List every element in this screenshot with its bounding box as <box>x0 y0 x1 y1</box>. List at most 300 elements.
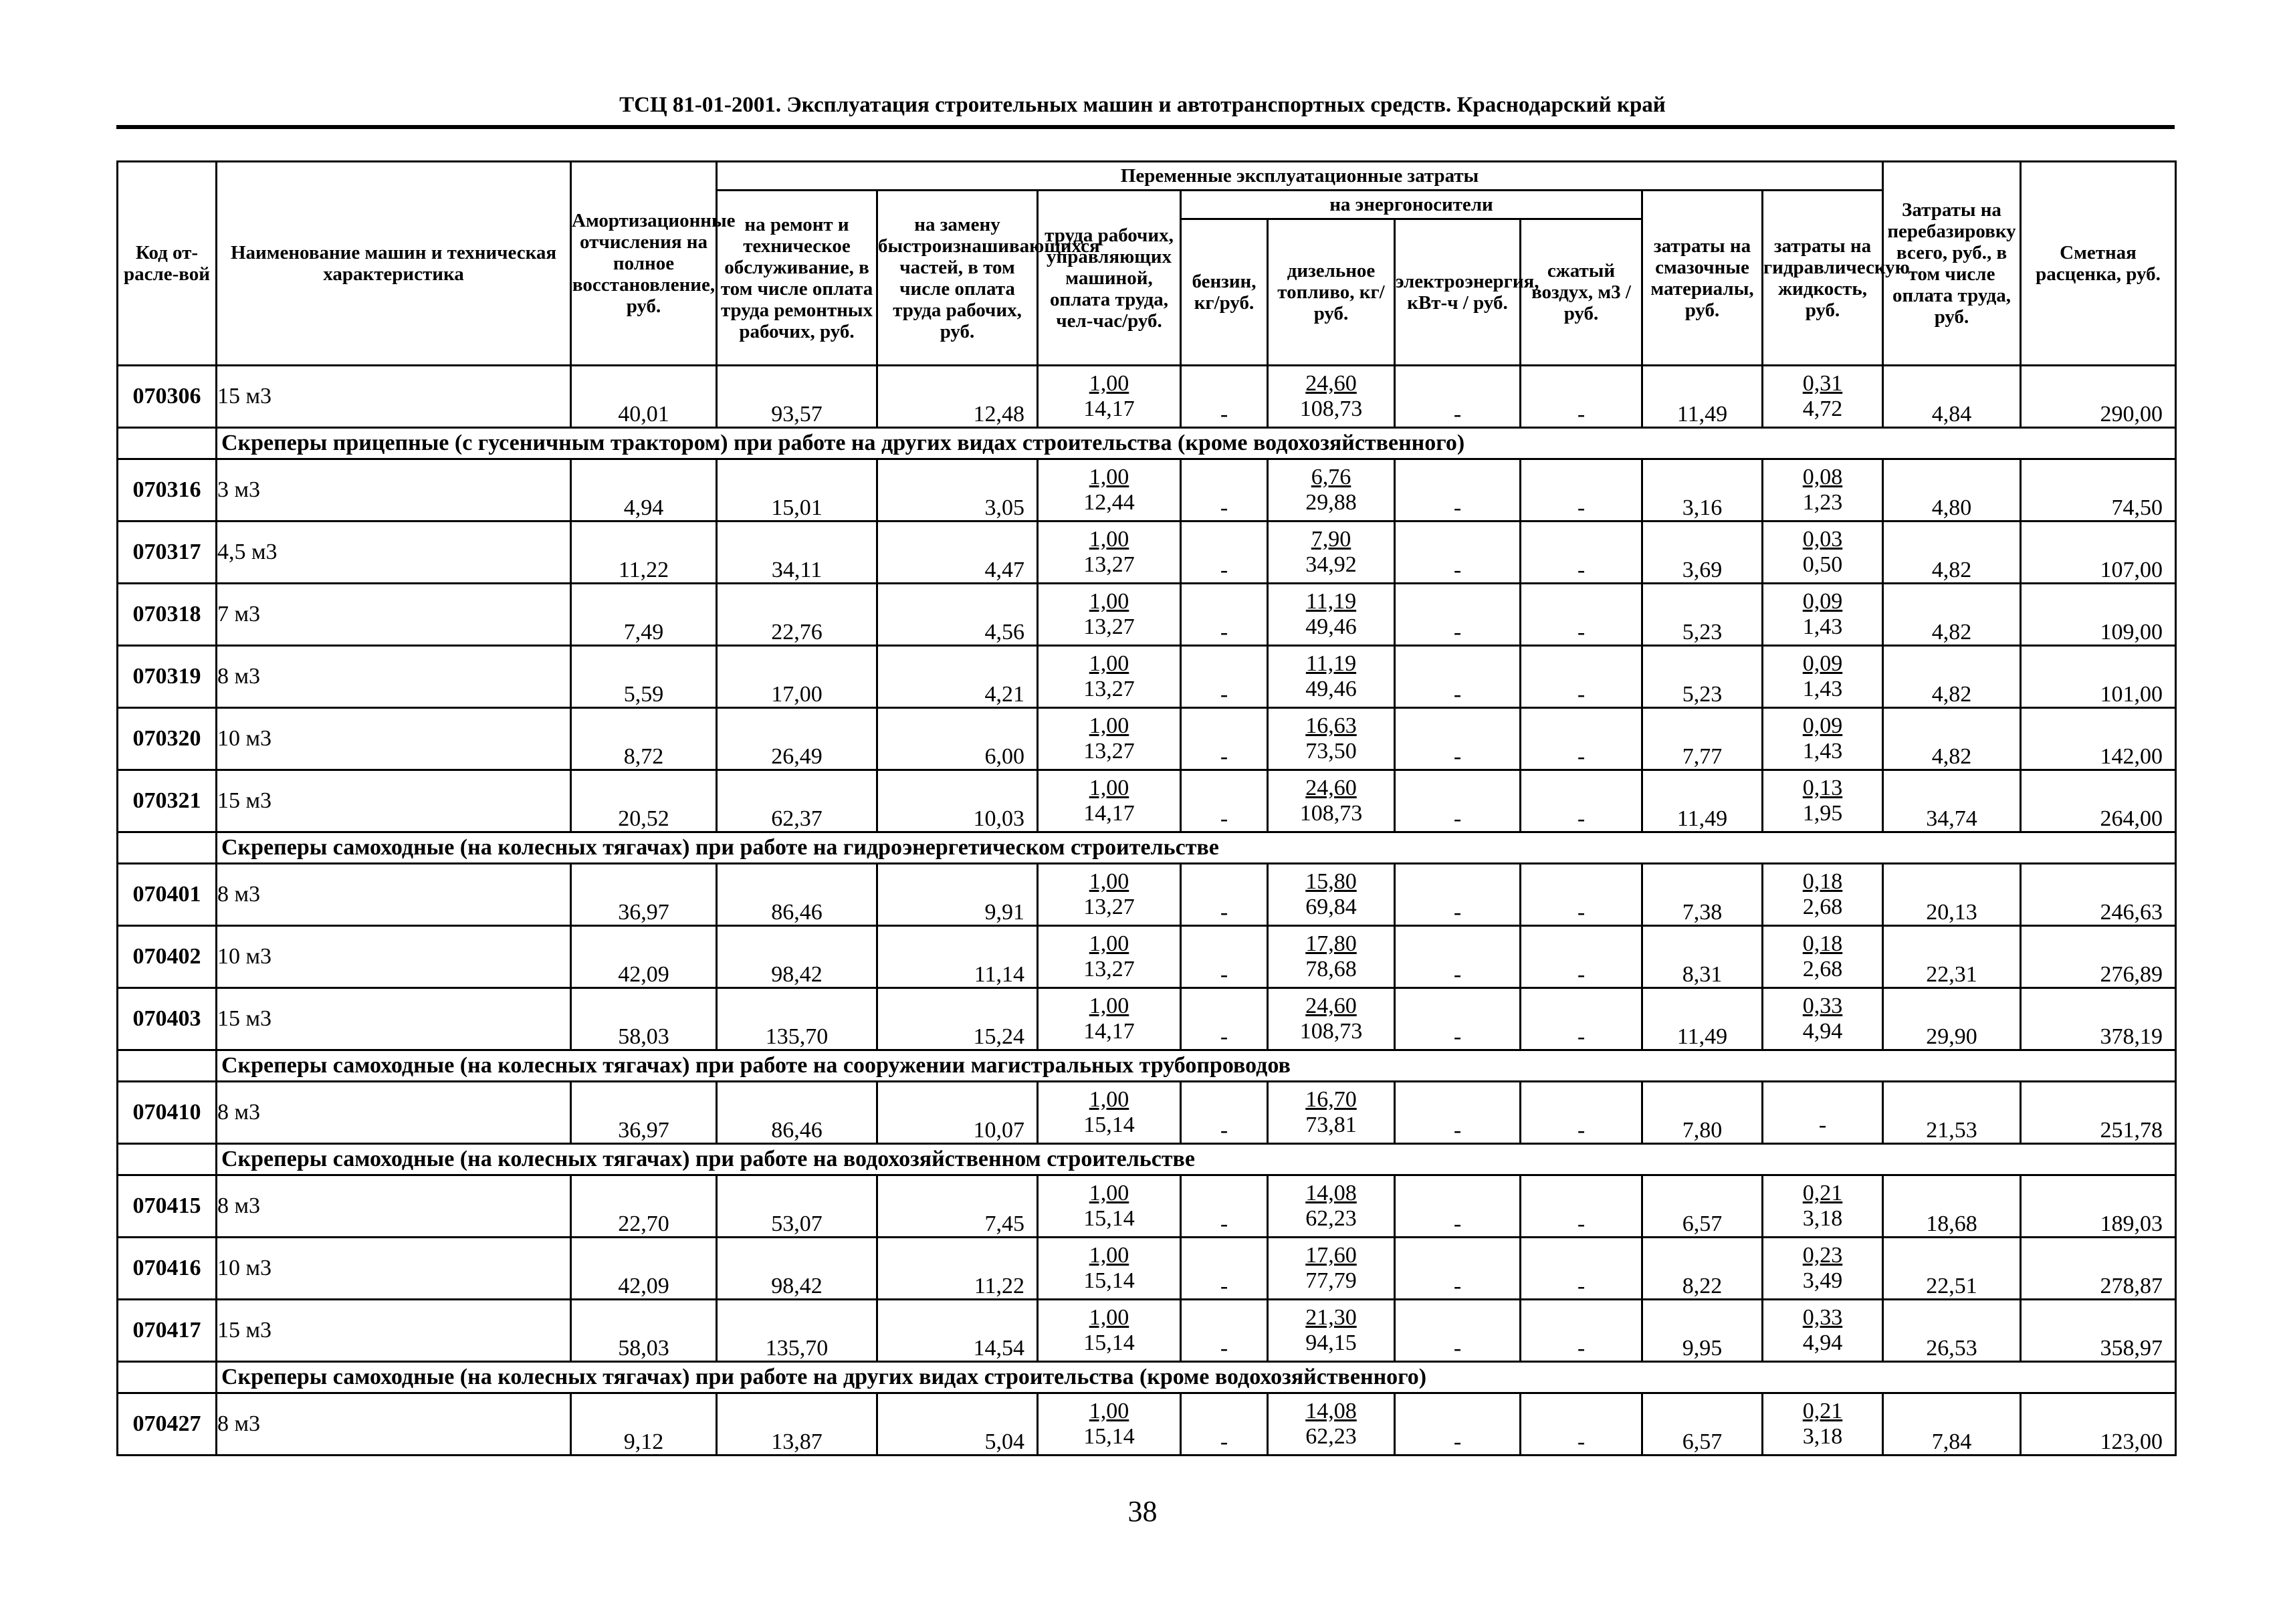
section-row <box>118 1362 2176 1393</box>
row-parts: 4,21 <box>877 646 1038 708</box>
hydraulic-qty-value: 0,13 <box>1802 776 1843 800</box>
row-parts: 11,22 <box>877 1238 1038 1300</box>
diesel-kg-value: 6,76 <box>1311 465 1351 489</box>
row-rate: 276,89 <box>2021 926 2176 988</box>
section-row <box>118 1050 2176 1082</box>
row-code: 070306 <box>118 366 217 428</box>
diesel-kg-value: 21,30 <box>1305 1305 1357 1330</box>
row-code: 070403 <box>118 988 217 1050</box>
row-petrol: - <box>1181 1175 1268 1238</box>
hydraulic-qty-value: 0,18 <box>1802 931 1843 956</box>
diesel-kg <box>1268 864 1395 895</box>
labor-cost: 12,44 <box>1038 489 1181 521</box>
labor-hours <box>1038 521 1181 552</box>
document-header: ТСЦ 81-01-2001. Эксплуатация строительных машин и автотранспортных средств. Краснодарский край <box>619 93 1666 117</box>
table-row <box>118 646 2176 677</box>
row-amortization: 20,52 <box>571 770 717 832</box>
diesel-cost: 78,68 <box>1268 956 1395 988</box>
hydraulic-qty-value: 0,21 <box>1802 1399 1843 1423</box>
row-code: 070317 <box>118 521 217 584</box>
labor-hours-value: 1,00 <box>1089 589 1129 614</box>
labor-hours-value: 1,00 <box>1089 371 1129 396</box>
hydraulic-cost: 1,95 <box>1763 800 1883 832</box>
section-row <box>118 832 2176 864</box>
diesel-kg-value: 16,63 <box>1305 713 1357 738</box>
row-compressed-air: - <box>1521 1300 1642 1362</box>
row-compressed-air: - <box>1521 1393 1642 1456</box>
labor-hours <box>1038 770 1181 801</box>
row-rate: 358,97 <box>2021 1300 2176 1362</box>
row-parts: 14,54 <box>877 1300 1038 1362</box>
diesel-kg <box>1268 459 1395 490</box>
hydraulic-qty <box>1763 926 1883 957</box>
row-petrol: - <box>1181 988 1268 1050</box>
labor-cost: 13,27 <box>1038 552 1181 584</box>
labor-cost: 15,14 <box>1038 1423 1181 1456</box>
col-header-diesel: дизельное топливо, кг/руб. <box>1268 219 1395 366</box>
labor-hours <box>1038 926 1181 957</box>
row-rate: 123,00 <box>2021 1393 2176 1456</box>
row-electricity: - <box>1395 521 1521 584</box>
diesel-kg-value: 24,60 <box>1305 776 1357 800</box>
table-row <box>118 988 2176 1019</box>
row-petrol: - <box>1181 366 1268 428</box>
row-parts: 5,04 <box>877 1393 1038 1456</box>
row-electricity: - <box>1395 459 1521 521</box>
labor-hours <box>1038 459 1181 490</box>
row-relocation: 34,74 <box>1883 770 2021 832</box>
diesel-kg-value: 24,60 <box>1305 994 1357 1018</box>
row-amortization: 40,01 <box>571 366 717 428</box>
row-petrol: - <box>1181 770 1268 832</box>
diesel-kg-value: 17,60 <box>1305 1243 1357 1268</box>
hydraulic-cost: 4,72 <box>1763 396 1883 428</box>
row-repair: 86,46 <box>717 1082 877 1144</box>
row-compressed-air: - <box>1521 521 1642 584</box>
section-code-cell <box>118 1362 217 1393</box>
col-header-repair: на ремонт и техническое обслуживание, в том числе оплата труда ремонтных рабочих, руб. <box>717 191 877 366</box>
hydraulic-cost: 1,43 <box>1763 738 1883 770</box>
diesel-kg <box>1268 708 1395 739</box>
section-code-cell <box>118 1050 217 1082</box>
section-title: Скреперы самоходные (на колесных тягачах) при работе на водохозяйственном строительстве <box>217 1144 2176 1175</box>
row-rate: 109,00 <box>2021 584 2176 646</box>
row-repair: 15,01 <box>717 459 877 521</box>
labor-hours-value: 1,00 <box>1089 776 1129 800</box>
row-lubricants: 7,77 <box>1642 708 1763 770</box>
diesel-kg <box>1268 926 1395 957</box>
row-repair: 135,70 <box>717 988 877 1050</box>
row-electricity: - <box>1395 708 1521 770</box>
diesel-cost: 69,84 <box>1268 894 1395 926</box>
labor-cost: 13,27 <box>1038 614 1181 646</box>
hydraulic-qty <box>1763 521 1883 552</box>
row-repair: 86,46 <box>717 864 877 926</box>
labor-cost: 13,27 <box>1038 894 1181 926</box>
rates-table <box>116 160 2177 1456</box>
row-name: 8 м3 <box>217 646 571 708</box>
hydraulic-qty <box>1763 708 1883 739</box>
col-group-energy: на энергоносители <box>1181 191 1642 219</box>
col-header-compressed-air: сжатый воздух, м3 / руб. <box>1521 219 1642 366</box>
row-lubricants: 9,95 <box>1642 1300 1763 1362</box>
header-rule <box>116 125 2175 129</box>
table-row <box>118 584 2176 614</box>
hydraulic-cost: 4,94 <box>1763 1330 1883 1362</box>
row-amortization: 36,97 <box>571 1082 717 1144</box>
hydraulic-qty-value: 0,03 <box>1802 527 1843 552</box>
row-electricity: - <box>1395 584 1521 646</box>
row-petrol: - <box>1181 459 1268 521</box>
row-compressed-air: - <box>1521 646 1642 708</box>
row-rate: 101,00 <box>2021 646 2176 708</box>
labor-hours <box>1038 584 1181 614</box>
row-compressed-air: - <box>1521 708 1642 770</box>
row-name: 10 м3 <box>217 708 571 770</box>
row-amortization: 42,09 <box>571 926 717 988</box>
row-compressed-air: - <box>1521 366 1642 428</box>
diesel-cost: 73,81 <box>1268 1112 1395 1144</box>
row-compressed-air: - <box>1521 1175 1642 1238</box>
labor-hours-value: 1,00 <box>1089 1181 1129 1205</box>
row-rate: 378,19 <box>2021 988 2176 1050</box>
row-compressed-air: - <box>1521 926 1642 988</box>
row-compressed-air: - <box>1521 988 1642 1050</box>
row-electricity: - <box>1395 1300 1521 1362</box>
table-row <box>118 521 2176 552</box>
row-electricity: - <box>1395 926 1521 988</box>
row-lubricants: 11,49 <box>1642 770 1763 832</box>
diesel-kg <box>1268 646 1395 677</box>
diesel-kg <box>1268 1175 1395 1206</box>
labor-hours-value: 1,00 <box>1089 1087 1129 1112</box>
row-lubricants: 3,16 <box>1642 459 1763 521</box>
diesel-kg-value: 7,90 <box>1311 527 1351 552</box>
row-name: 3 м3 <box>217 459 571 521</box>
hydraulic-qty-value: 0,08 <box>1802 465 1843 489</box>
row-name: 15 м3 <box>217 770 571 832</box>
hydraulic-qty <box>1763 1175 1883 1206</box>
row-relocation: 4,82 <box>1883 521 2021 584</box>
row-code: 070410 <box>118 1082 217 1144</box>
col-header-hydraulic: затраты на гидравлическую жидкость, руб. <box>1763 191 1883 366</box>
row-relocation: 4,84 <box>1883 366 2021 428</box>
table-row <box>118 366 2176 396</box>
hydraulic-qty <box>1763 646 1883 677</box>
table-row <box>118 708 2176 739</box>
row-petrol: - <box>1181 646 1268 708</box>
row-repair: 13,87 <box>717 1393 877 1456</box>
row-electricity: - <box>1395 646 1521 708</box>
labor-cost: 15,14 <box>1038 1112 1181 1144</box>
row-repair: 26,49 <box>717 708 877 770</box>
hydraulic-qty <box>1763 584 1883 614</box>
row-code: 070401 <box>118 864 217 926</box>
col-header-relocation: Затраты на перебазировку всего, руб., в том числе оплата труда, руб. <box>1883 162 2021 366</box>
row-repair: 34,11 <box>717 521 877 584</box>
row-petrol: - <box>1181 584 1268 646</box>
diesel-cost: 73,50 <box>1268 738 1395 770</box>
row-electricity: - <box>1395 1082 1521 1144</box>
row-relocation: 29,90 <box>1883 988 2021 1050</box>
diesel-kg <box>1268 770 1395 801</box>
row-rate: 264,00 <box>2021 770 2176 832</box>
section-title: Скреперы самоходные (на колесных тягачах) при работе на гидроэнергетическом строительстве <box>217 832 2176 864</box>
row-parts: 11,14 <box>877 926 1038 988</box>
labor-hours <box>1038 1175 1181 1206</box>
hydraulic-qty <box>1763 770 1883 801</box>
diesel-kg <box>1268 1082 1395 1113</box>
row-rate: 290,00 <box>2021 366 2176 428</box>
labor-hours <box>1038 988 1181 1019</box>
row-lubricants: 5,23 <box>1642 646 1763 708</box>
diesel-kg-value: 11,19 <box>1305 589 1357 614</box>
section-code-cell <box>118 1144 217 1175</box>
row-parts: 10,03 <box>877 770 1038 832</box>
hydraulic-qty-value: 0,09 <box>1802 713 1843 738</box>
row-relocation: 22,51 <box>1883 1238 2021 1300</box>
row-petrol: - <box>1181 1300 1268 1362</box>
row-electricity: - <box>1395 366 1521 428</box>
table-row <box>118 459 2176 490</box>
row-electricity: - <box>1395 1393 1521 1456</box>
row-compressed-air: - <box>1521 459 1642 521</box>
hydraulic-cost: 1,23 <box>1763 489 1883 521</box>
row-relocation: 4,82 <box>1883 646 2021 708</box>
col-header-labor: труда рабочих, управляющих машиной, оплата труда, чел-час/руб. <box>1038 191 1181 366</box>
row-rate: 278,87 <box>2021 1238 2176 1300</box>
diesel-kg <box>1268 584 1395 614</box>
section-row <box>118 1144 2176 1175</box>
row-code: 070320 <box>118 708 217 770</box>
row-amortization: 4,94 <box>571 459 717 521</box>
hydraulic-qty <box>1763 366 1883 396</box>
table-row <box>118 770 2176 801</box>
labor-hours <box>1038 366 1181 396</box>
row-code: 070416 <box>118 1238 217 1300</box>
row-name: 8 м3 <box>217 1393 571 1456</box>
row-electricity: - <box>1395 988 1521 1050</box>
row-petrol: - <box>1181 926 1268 988</box>
section-code-cell <box>118 832 217 864</box>
hydraulic-qty-value: 0,31 <box>1802 371 1843 396</box>
row-lubricants: 11,49 <box>1642 366 1763 428</box>
row-amortization: 9,12 <box>571 1393 717 1456</box>
hydraulic-qty-value: 0,09 <box>1802 651 1843 676</box>
row-petrol: - <box>1181 1238 1268 1300</box>
row-amortization: 22,70 <box>571 1175 717 1238</box>
row-amortization: 42,09 <box>571 1238 717 1300</box>
labor-hours-value: 1,00 <box>1089 1243 1129 1268</box>
section-title: Скреперы самоходные (на колесных тягачах) при работе на других видах строительства (кроме водохозяйственного) <box>217 1362 2176 1393</box>
row-electricity: - <box>1395 770 1521 832</box>
labor-hours-value: 1,00 <box>1089 1305 1129 1330</box>
hydraulic-qty <box>1763 459 1883 490</box>
labor-hours-value: 1,00 <box>1089 465 1129 489</box>
labor-cost: 14,17 <box>1038 800 1181 832</box>
row-name: 7 м3 <box>217 584 571 646</box>
row-compressed-air: - <box>1521 864 1642 926</box>
row-amortization: 5,59 <box>571 646 717 708</box>
row-parts: 3,05 <box>877 459 1038 521</box>
section-title: Скреперы самоходные (на колесных тягачах) при работе на сооружении магистральных трубопроводов <box>217 1050 2176 1082</box>
col-header-name: Наименование машин и техническая характеристика <box>217 162 571 366</box>
col-header-electricity: электроэнергия, кВт-ч / руб. <box>1395 219 1521 366</box>
diesel-cost: 49,46 <box>1268 676 1395 708</box>
labor-hours-value: 1,00 <box>1089 994 1129 1018</box>
row-electricity: - <box>1395 1238 1521 1300</box>
diesel-cost: 94,15 <box>1268 1330 1395 1362</box>
labor-cost: 14,17 <box>1038 1018 1181 1050</box>
labor-hours <box>1038 1082 1181 1113</box>
row-rate: 142,00 <box>2021 708 2176 770</box>
row-electricity: - <box>1395 1175 1521 1238</box>
table-row <box>118 864 2176 895</box>
col-header-petrol: бензин, кг/руб. <box>1181 219 1268 366</box>
labor-cost: 15,14 <box>1038 1330 1181 1362</box>
row-repair: 17,00 <box>717 646 877 708</box>
row-repair: 93,57 <box>717 366 877 428</box>
diesel-kg-value: 24,60 <box>1305 371 1357 396</box>
row-parts: 4,47 <box>877 521 1038 584</box>
hydraulic-cost: 3,18 <box>1763 1423 1883 1456</box>
row-code: 070415 <box>118 1175 217 1238</box>
hydraulic-qty-value: 0,09 <box>1802 589 1843 614</box>
hydraulic-cost: 4,94 <box>1763 1018 1883 1050</box>
row-compressed-air: - <box>1521 770 1642 832</box>
row-parts: 15,24 <box>877 988 1038 1050</box>
hydraulic-cost: 2,68 <box>1763 956 1883 988</box>
diesel-kg-value: 15,80 <box>1305 869 1357 894</box>
row-amortization: 58,03 <box>571 1300 717 1362</box>
page-number: 38 <box>1127 1495 1158 1528</box>
labor-hours-value: 1,00 <box>1089 869 1129 894</box>
hydraulic-cost: 0,50 <box>1763 552 1883 584</box>
diesel-kg-value: 17,80 <box>1305 931 1357 956</box>
row-parts: 6,00 <box>877 708 1038 770</box>
row-lubricants: 7,38 <box>1642 864 1763 926</box>
hydraulic-qty <box>1763 1393 1883 1424</box>
labor-hours <box>1038 864 1181 895</box>
hydraulic-qty-value: 0,18 <box>1802 869 1843 894</box>
row-name: 8 м3 <box>217 1082 571 1144</box>
section-title: Скреперы прицепные (с гусеничным трактором) при работе на других видах строительства (кроме водохозяйственного) <box>217 428 2176 459</box>
col-group-variable-costs: Переменные эксплуатационные затраты <box>717 162 1883 191</box>
row-relocation: 22,31 <box>1883 926 2021 988</box>
row-lubricants: 11,49 <box>1642 988 1763 1050</box>
row-rate: 189,03 <box>2021 1175 2176 1238</box>
row-parts: 7,45 <box>877 1175 1038 1238</box>
col-header-amortization: Амортизационные отчисления на полное восстановление, руб. <box>571 162 717 366</box>
section-row <box>118 428 2176 459</box>
labor-cost: 13,27 <box>1038 676 1181 708</box>
diesel-kg <box>1268 366 1395 396</box>
table-row <box>118 1393 2176 1424</box>
labor-hours <box>1038 1300 1181 1330</box>
row-repair: 22,76 <box>717 584 877 646</box>
row-electricity: - <box>1395 864 1521 926</box>
diesel-cost: 62,23 <box>1268 1423 1395 1456</box>
row-amortization: 58,03 <box>571 988 717 1050</box>
diesel-kg-value: 14,08 <box>1305 1181 1357 1205</box>
row-relocation: 20,13 <box>1883 864 2021 926</box>
hydraulic-cost: 1,43 <box>1763 676 1883 708</box>
row-amortization: 8,72 <box>571 708 717 770</box>
row-parts: 9,91 <box>877 864 1038 926</box>
row-lubricants: 6,57 <box>1642 1393 1763 1456</box>
row-rate: 74,50 <box>2021 459 2176 521</box>
row-code: 070427 <box>118 1393 217 1456</box>
row-petrol: - <box>1181 1082 1268 1144</box>
table-row <box>118 1082 2176 1113</box>
diesel-cost: 49,46 <box>1268 614 1395 646</box>
labor-hours-value: 1,00 <box>1089 931 1129 956</box>
row-name: 10 м3 <box>217 1238 571 1300</box>
diesel-kg <box>1268 988 1395 1019</box>
row-relocation: 7,84 <box>1883 1393 2021 1456</box>
col-header-parts: на замену быстроизнашивающихся частей, в том числе оплата труда рабочих, руб. <box>877 191 1038 366</box>
hydraulic-cost: - <box>1763 1112 1883 1144</box>
table-row <box>118 1238 2176 1268</box>
row-petrol: - <box>1181 521 1268 584</box>
hydraulic-qty-value: 0,33 <box>1802 994 1843 1018</box>
row-code: 070319 <box>118 646 217 708</box>
row-name: 4,5 м3 <box>217 521 571 584</box>
diesel-kg-value: 14,08 <box>1305 1399 1357 1423</box>
hydraulic-cost: 1,43 <box>1763 614 1883 646</box>
diesel-kg <box>1268 1300 1395 1330</box>
row-amortization: 7,49 <box>571 584 717 646</box>
diesel-kg <box>1268 521 1395 552</box>
col-header-code: Код от-расле-вой <box>118 162 217 366</box>
row-petrol: - <box>1181 864 1268 926</box>
diesel-kg-value: 16,70 <box>1305 1087 1357 1112</box>
row-parts: 10,07 <box>877 1082 1038 1144</box>
labor-hours-value: 1,00 <box>1089 713 1129 738</box>
row-code: 070316 <box>118 459 217 521</box>
diesel-cost: 108,73 <box>1268 800 1395 832</box>
hydraulic-qty <box>1763 988 1883 1019</box>
row-lubricants: 8,31 <box>1642 926 1763 988</box>
row-repair: 62,37 <box>717 770 877 832</box>
row-repair: 98,42 <box>717 926 877 988</box>
hydraulic-qty <box>1763 1300 1883 1330</box>
row-rate: 246,63 <box>2021 864 2176 926</box>
row-rate: 251,78 <box>2021 1082 2176 1144</box>
hydraulic-qty-value: 0,21 <box>1802 1181 1843 1205</box>
labor-cost: 13,27 <box>1038 738 1181 770</box>
diesel-cost: 108,73 <box>1268 396 1395 428</box>
labor-cost: 15,14 <box>1038 1268 1181 1300</box>
row-repair: 98,42 <box>717 1238 877 1300</box>
labor-hours <box>1038 1238 1181 1268</box>
row-name: 8 м3 <box>217 864 571 926</box>
table-row <box>118 1300 2176 1330</box>
row-name: 8 м3 <box>217 1175 571 1238</box>
labor-hours-value: 1,00 <box>1089 1399 1129 1423</box>
row-petrol: - <box>1181 708 1268 770</box>
row-parts: 12,48 <box>877 366 1038 428</box>
row-repair: 135,70 <box>717 1300 877 1362</box>
row-repair: 53,07 <box>717 1175 877 1238</box>
row-lubricants: 3,69 <box>1642 521 1763 584</box>
row-relocation: 18,68 <box>1883 1175 2021 1238</box>
row-lubricants: 7,80 <box>1642 1082 1763 1144</box>
labor-hours <box>1038 646 1181 677</box>
row-compressed-air: - <box>1521 1238 1642 1300</box>
hydraulic-cost: 3,18 <box>1763 1205 1883 1238</box>
row-name: 15 м3 <box>217 1300 571 1362</box>
